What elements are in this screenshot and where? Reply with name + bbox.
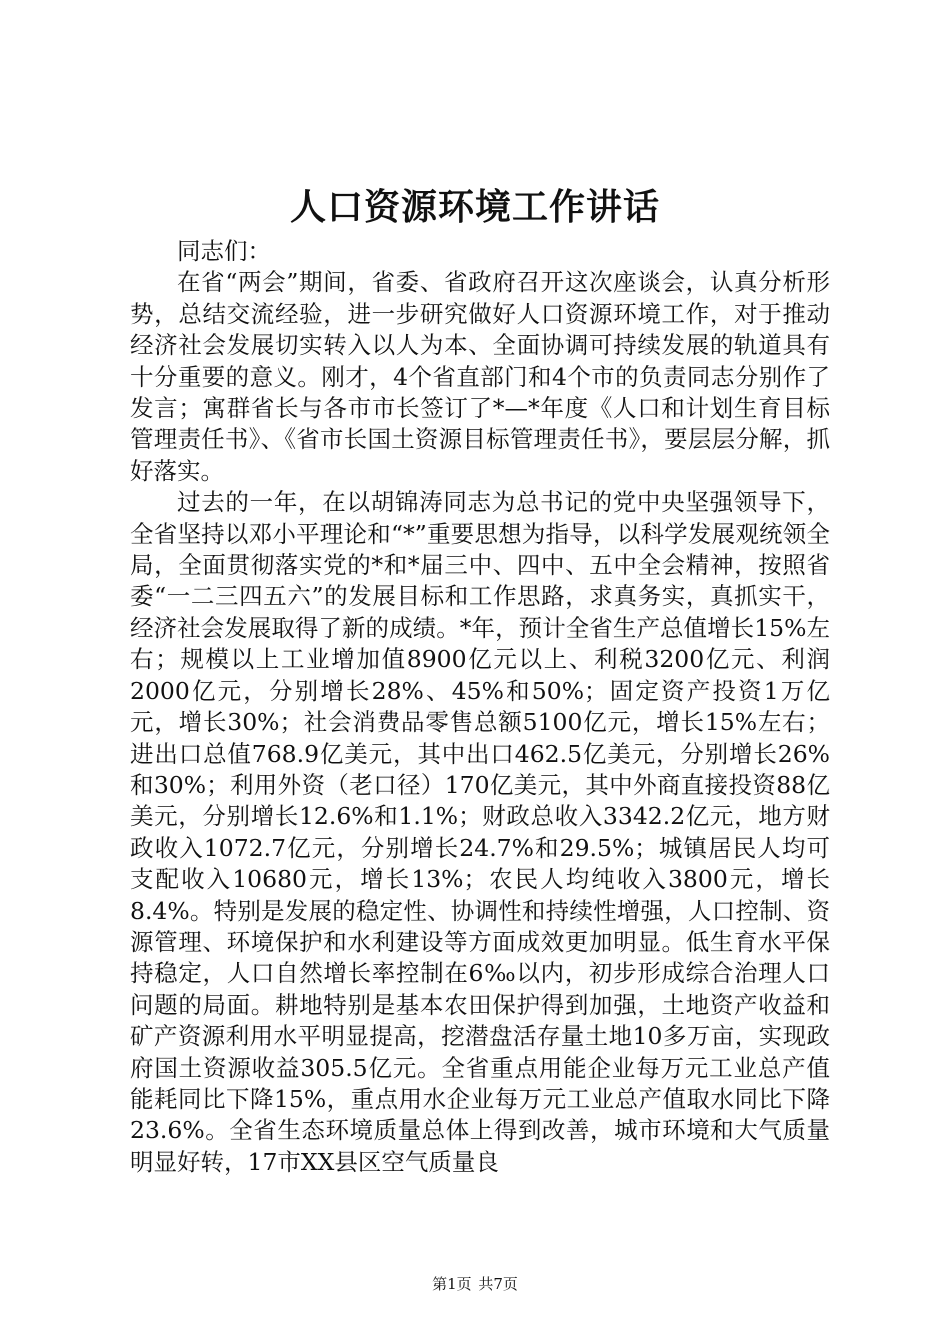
page-number: 第1页 bbox=[432, 1275, 472, 1293]
document-body bbox=[130, 236, 830, 1178]
page-footer bbox=[0, 1274, 950, 1294]
paragraph-2: 过去的一年，在以胡锦涛同志为总书记的党中央坚强领导下，全省坚持以邓小平理论和“*”重要思想为指导，以科学发展观统领全局，全面贯彻落实党的*和*届三中、四中、五中全会精神，按照省委“一二三四五六”的发展目标和工作思路，求真务实，真抓实干，经济社会发展取得了新的成绩。*年，预计全省生产总值增长15%左右；规模以上工业增加值8900亿元以上、利税3200亿元、利润2000亿元，分别增长28%、45%和50%；固定资产投资1万亿元，增长30%；社会消费品零售总额5100亿元，增长15%左右；进出口总值768.9亿美元，其中出口462.5亿美元，分别增长26%和30%；利用外资（老口径）170亿美元，其中外商直接投资88亿美元，分别增长12.6%和1.1%；财政总收入3342.2亿元，地方财政收入1072.7亿元，分别增长24.7%和29.5%；城镇居民人均可支配收入10680元，增长13%；农民人均纯收入3800元，增长8.4%。特别是发展的稳定性、协调性和持续性增强，人口控制、资源管理、环境保护和水利建设等方面成效更加明显。低生育水平保持稳定，人口自然增长率控制在6‰以内，初步形成综合治理人口问题的局面。耕地特别是基本农田保护得到加强，土地资产收益和矿产资源利用水平明显提高，挖潜盘活存量土地10多万亩，实现政府国土资源收益305.5亿元。全省重点用能企业每万元工业总产值能耗同比下降15%，重点用水企业每万元工业总产值取水同比下降23.6%。全省生态环境质量总体上得到改善，城市环境和大气质量明显好转，17市XX县区空气质量良 bbox=[130, 488, 830, 1176]
salutation: 同志们： bbox=[177, 237, 271, 265]
document-title: 人口资源环境工作讲话 bbox=[289, 186, 660, 228]
paragraph-1: 在省“两会”期间，省委、省政府召开这次座谈会，认真分析形势，总结交流经验，进一步研究做好人口资源环境工作，对于推动经济社会发展切实转入以人为本、全面协调可持续发展的轨道具有十分重要的意义。刚才，4个省直部门和4个市的负责同志分别作了发言；寓群省长与各市市长签订了*—*年度《人口和计划生育目标管理责任书》、《省市长国土资源目标管理责任书》，要层层分解，抓好落实。 bbox=[130, 268, 830, 485]
page-total: 共7页 bbox=[478, 1275, 518, 1293]
